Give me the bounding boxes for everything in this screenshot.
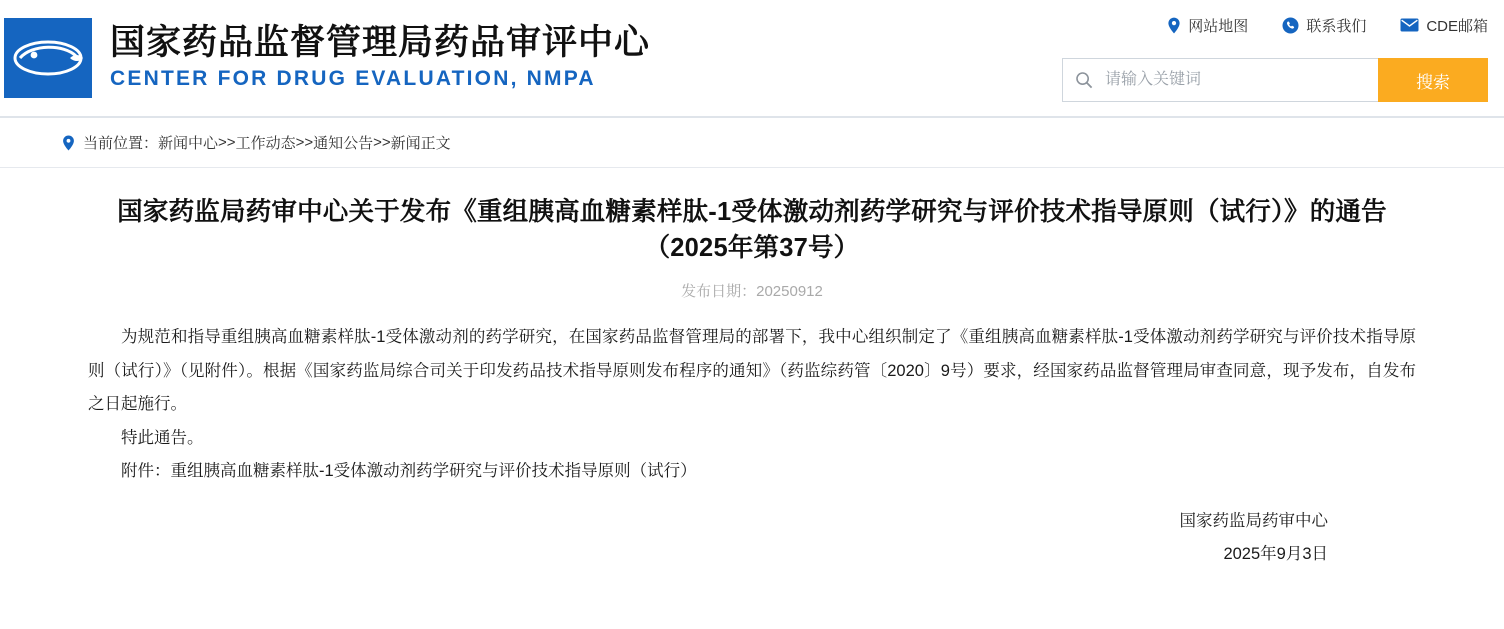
- breadcrumb: [0, 118, 1504, 168]
- search-box[interactable]: [1062, 58, 1378, 102]
- publish-date-label: 发布日期：: [681, 283, 757, 301]
- org-name-cn: 国家药品监督管理局药品审评中心: [110, 23, 651, 63]
- top-link-contact-label: 联系我们: [1306, 17, 1367, 35]
- top-link-sitemap-label: 网站地图: [1188, 17, 1249, 35]
- search-area: [968, 58, 1488, 102]
- article-signature: [88, 505, 1416, 572]
- signature-date: 2025年9月3日: [1223, 545, 1328, 564]
- search-icon: [1075, 71, 1093, 89]
- article-body: [88, 321, 1416, 488]
- article-paragraph: 为规范和指导重组胰高血糖素样肽-1受体激动剂的药学研究，在国家药品监督管理局的部署下，我中心组织制定了《重组胰高血糖素样肽-1受体激动剂药学研究与评价技术指导原则（试行）》（见附件）。根据《国家药监局综合司关于印发药品技术指导原则发布程序的通知》（药监综药管〔2020〕9号）要求，经国家药品监督管理局审查同意，现予发布，自发布之日起施行。: [88, 328, 1416, 414]
- top-link-list: [968, 8, 1488, 42]
- top-link-sitemap[interactable]: [1167, 15, 1248, 36]
- org-name-en: CENTER FOR DRUG EVALUATION, NMPA: [110, 67, 596, 91]
- signature-org: 国家药监局药审中心: [1179, 511, 1328, 530]
- breadcrumb-item-article: 新闻正文: [390, 135, 451, 152]
- article-container: [0, 168, 1504, 572]
- article-attachment-line: 附件：重组胰高血糖素样肽-1受体激动剂药学研究与评价技术指导原则（试行）: [121, 462, 697, 481]
- cde-fish-emblem-icon: [4, 18, 92, 98]
- article-paragraph: 特此通告。: [121, 428, 204, 447]
- publish-date-value: 20250912: [756, 283, 823, 301]
- breadcrumb-separator: >>: [373, 134, 391, 151]
- logo-text: [110, 23, 650, 93]
- location-pin-icon: [1167, 17, 1181, 34]
- page-title: 国家药监局药审中心关于发布《重组胰高血糖素样肽-1受体激动剂药学研究与评价技术指导原则（试行）》的通告（2025年第37号）: [117, 198, 1387, 263]
- breadcrumb-item-news-center[interactable]: 新闻中心: [158, 135, 219, 152]
- publish-date: [88, 280, 1416, 301]
- envelope-icon: [1400, 18, 1419, 32]
- top-link-contact[interactable]: [1282, 15, 1366, 36]
- location-pin-icon: [62, 135, 75, 151]
- header-right-area: [968, 8, 1488, 102]
- search-input[interactable]: [1103, 70, 1366, 90]
- search-button[interactable]: 搜索: [1378, 58, 1488, 102]
- breadcrumb-label: 当前位置：: [83, 135, 159, 152]
- breadcrumb-separator: >>: [218, 134, 236, 151]
- top-link-mailbox-label: CDE邮箱: [1426, 17, 1488, 35]
- site-logo[interactable]: [0, 18, 650, 98]
- breadcrumb-item-announcements[interactable]: 通知公告: [313, 135, 374, 152]
- site-header: [0, 0, 1504, 118]
- breadcrumb-separator: >>: [295, 134, 314, 151]
- breadcrumb-item-work-updates[interactable]: 工作动态: [235, 135, 296, 152]
- top-link-mailbox[interactable]: [1400, 15, 1488, 36]
- phone-icon: [1282, 17, 1299, 34]
